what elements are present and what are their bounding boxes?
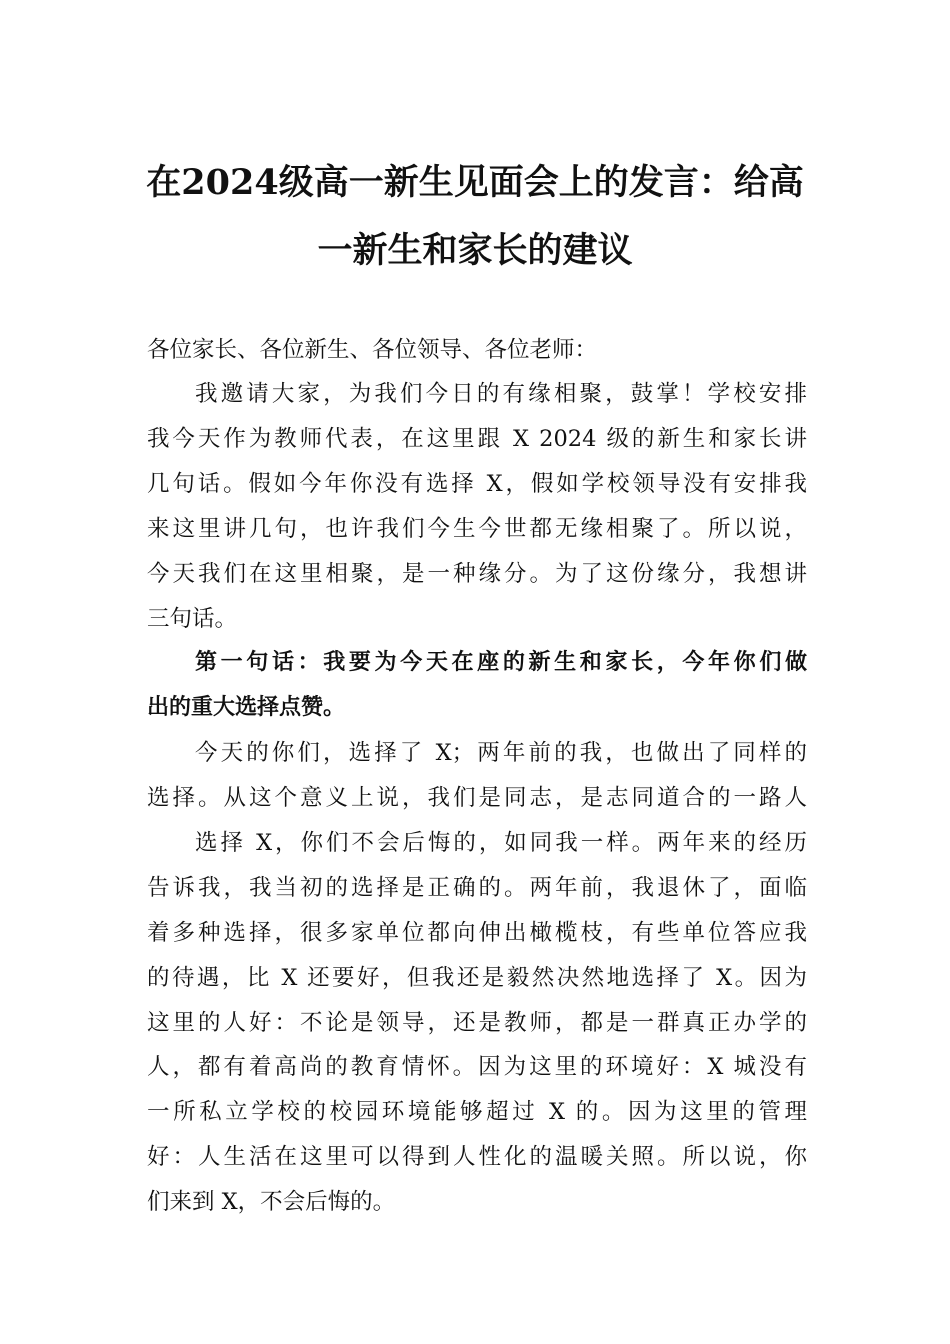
document-title-line-1: 在2024级高一新生见面会上的发言：给高	[146, 162, 804, 203]
paragraph-3-line: 选择 X，你们不会后悔的，如同我一样。两年来的经历	[195, 830, 807, 856]
paragraph-2-line: 今天的你们，选择了 X；两年前的我，也做出了同样的	[195, 740, 807, 766]
paragraph-1-line: 我邀请大家，为我们今日的有缘相聚，鼓掌！学校安排	[195, 381, 807, 407]
salutation: 各位家长、各位新生、各位领导、各位老师：	[147, 337, 598, 363]
section-heading-line: 出的重大选择点赞。	[147, 695, 346, 720]
paragraph-1-line: 我今天作为教师代表，在这里跟 X 2024 级的新生和家长讲	[147, 426, 807, 452]
paragraph-1-line: 几句话。假如今年你没有选择 X，假如学校领导没有安排我	[147, 471, 807, 497]
paragraph-3-line: 好：人生活在这里可以得到人性化的温暖关照。所以说，你	[147, 1144, 807, 1170]
paragraph-3-line: 的待遇，比 X 还要好，但我还是毅然决然地选择了 X。因为	[147, 965, 807, 991]
paragraph-3-line: 一所私立学校的校园环境能够超过 X 的。因为这里的管理	[147, 1099, 807, 1125]
paragraph-1-line: 三句话。	[147, 606, 238, 632]
paragraph-3-line: 这里的人好：不论是领导，还是教师，都是一群真正办学的	[147, 1010, 807, 1036]
document-title-line-2: 一新生和家长的建议	[317, 230, 633, 271]
paragraph-3-line: 人，都有着高尚的教育情怀。因为这里的环境好：X 城没有	[147, 1054, 807, 1080]
paragraph-2-line: 选择。从这个意义上说，我们是同志，是志同道合的一路人	[147, 785, 807, 811]
paragraph-3-line: 告诉我，我当初的选择是正确的。两年前，我退休了，面临	[147, 875, 807, 901]
paragraph-1-line: 今天我们在这里相聚，是一种缘分。为了这份缘分，我想讲	[147, 561, 807, 587]
paragraph-1-line: 来这里讲几句，也许我们今生今世都无缘相聚了。所以说，	[147, 516, 807, 542]
paragraph-3-line: 着多种选择，很多家单位都向伸出橄榄枝，有些单位答应我	[147, 920, 807, 946]
paragraph-3-line: 们来到 X，不会后悔的。	[147, 1189, 396, 1215]
section-heading-line: 第一句话：我要为今天在座的新生和家长，今年你们做	[195, 650, 807, 675]
